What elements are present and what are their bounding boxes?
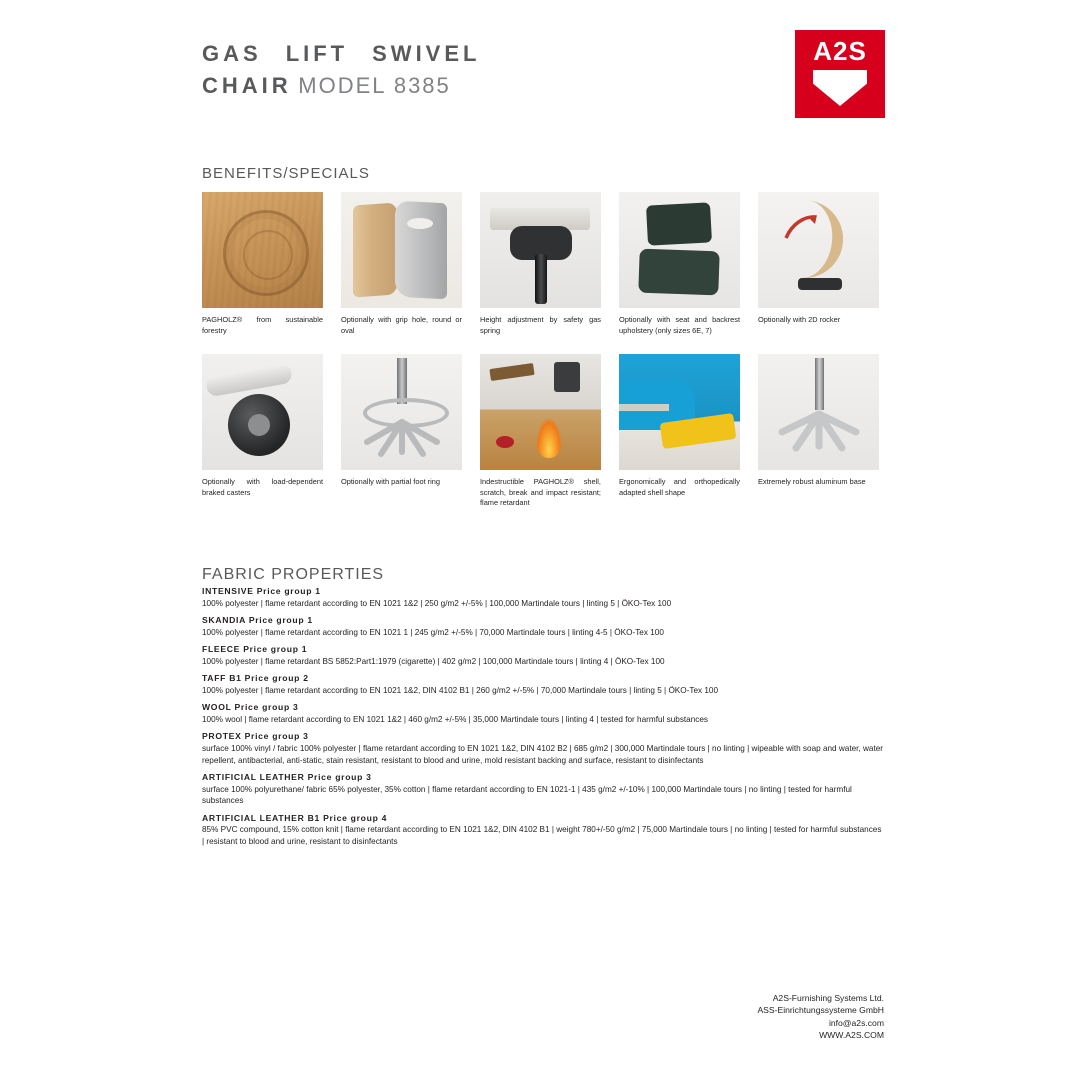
benefit-caption: Optionally with load-dependent braked casters bbox=[202, 477, 323, 497]
fabric-description: 100% polyester | flame retardant BS 5852:Part1:1979 (cigarette) | 402 g/m2 | 100,000 Martindale tours | linting 4 | ÖKO-Tex 100 bbox=[202, 656, 665, 666]
gas-spring-mechanism-image bbox=[480, 192, 601, 308]
title-word-lift: LIFT bbox=[285, 41, 349, 66]
benefit-caption: Extremely robust aluminum base bbox=[758, 477, 866, 486]
shield-icon bbox=[813, 70, 867, 106]
title-word-swivel: SWIVEL bbox=[372, 41, 481, 66]
fabric-description: 100% polyester | flame retardant according to EN 1021 1&2, DIN 4102 B1 | 260 g/m2 +/-5% | 70,000 Martindale tours | linting 5 | ÖKO-Tex 100 bbox=[202, 685, 719, 695]
aluminum-base-image bbox=[758, 354, 879, 470]
fabric-name: FLEECE Price group 1 bbox=[202, 644, 308, 655]
benefit-item bbox=[202, 354, 323, 509]
benefit-item bbox=[480, 192, 601, 336]
fabric-section-heading: FABRIC PROPERTIES bbox=[202, 566, 385, 583]
benefit-caption: Optionally with 2D rocker bbox=[758, 315, 841, 324]
footer-company-1: A2S-Furnishing Systems Ltd. bbox=[772, 992, 884, 1003]
benefit-item bbox=[202, 192, 323, 336]
fabric-description: surface 100% vinyl / fabric 100% polyester | flame retardant according to EN 1021 1&2, DIN 4102 B2 | 685 g/m2 | 300,000 Martindale tours | no linting | wipeable with soap and water, water repellent, antibacterial, anti-static, stain resistant, resistant to blood and urine, mold resistant backing and surface, resistant to disinfectants bbox=[202, 743, 884, 765]
footer-website[interactable]: WWW.A2S.COM bbox=[819, 1030, 884, 1041]
benefits-row-2 bbox=[202, 354, 882, 509]
logo-text: A2S bbox=[813, 36, 867, 66]
benefit-caption: Ergonomically and orthopedically adapted shell shape bbox=[619, 477, 740, 497]
grip-hole-shell-image bbox=[341, 192, 462, 308]
fabric-name: ARTIFICIAL LEATHER B1 Price group 4 bbox=[202, 812, 388, 823]
foot-ring-image bbox=[341, 354, 462, 470]
fabric-name: SKANDIA Price group 1 bbox=[202, 615, 313, 626]
fabric-name: INTENSIVE Price group 1 bbox=[202, 586, 321, 596]
footer-email[interactable]: info@a2s.com bbox=[828, 1017, 884, 1028]
rocker-arrow-icon bbox=[784, 214, 820, 240]
durability-test-image bbox=[480, 354, 601, 470]
benefits-section-heading: BENEFITS/SPECIALS bbox=[202, 165, 370, 182]
benefit-item bbox=[341, 192, 462, 336]
title-word-gas: GAS bbox=[202, 41, 262, 66]
benefit-item bbox=[341, 354, 462, 509]
ergonomic-shell-image bbox=[619, 354, 740, 470]
benefits-row-1 bbox=[202, 192, 882, 336]
fabric-description: 100% polyester | flame retardant according to EN 1021 1&2 | 250 g/m2 +/-5% | 100,000 Martindale tours | linting 5 | ÖKO-Tex 100 bbox=[202, 598, 672, 608]
benefit-caption: Optionally with grip hole, round or oval bbox=[341, 315, 462, 335]
benefit-item bbox=[619, 354, 740, 509]
benefit-caption: Optionally with partial foot ring bbox=[341, 477, 441, 486]
benefit-item bbox=[619, 192, 740, 336]
footer-company-2: ASS-Einrichtungssysteme GmbH bbox=[757, 1005, 884, 1016]
benefit-item bbox=[480, 354, 601, 509]
benefit-caption: Indestructible PAGHOLZ® shell, scratch, break and impact resistant; flame retardant bbox=[480, 477, 601, 507]
benefit-caption: Optionally with seat and backrest upholstery (only sizes 6E, 7) bbox=[619, 315, 740, 335]
fabric-name: WOOL Price group 3 bbox=[202, 702, 299, 713]
benefit-caption: Height adjustment by safety gas spring bbox=[480, 315, 601, 335]
aluminum-star-base-icon bbox=[774, 406, 864, 452]
fabric-name: TAFF B1 Price group 2 bbox=[202, 673, 309, 684]
fabric-description: 100% wool | flame retardant according to EN 1021 1&2 | 460 g/m2 +/-5% | 35,000 Martindale tours | linting 4 | tested for harmful substances bbox=[202, 714, 709, 724]
fabric-properties-list bbox=[202, 586, 884, 848]
fabric-description: 85% PVC compound, 15% cotton knit | flame retardant according to EN 1021 1&2, DIN 4102 B1 | weight 780+/-50 g/m2 | 75,000 Martindale tours | no linting | tested for harmful substances | resistant to blood and urine, resistant to disinfectants bbox=[202, 825, 882, 846]
fabric-name: ARTIFICIAL LEATHER Price group 3 bbox=[202, 772, 372, 783]
braked-caster-image bbox=[202, 354, 323, 470]
a2s-logo bbox=[795, 30, 885, 118]
page-footer bbox=[757, 992, 884, 1042]
title-word-chair: CHAIR bbox=[202, 73, 292, 98]
wood-stamp-image bbox=[202, 192, 323, 308]
upholstered-seat-image bbox=[619, 192, 740, 308]
fabric-name: PROTEX Price group 3 bbox=[202, 731, 309, 742]
benefit-item bbox=[758, 192, 879, 336]
2d-rocker-image bbox=[758, 192, 879, 308]
title-model: MODEL 8385 bbox=[298, 73, 451, 98]
benefits-grid bbox=[202, 192, 882, 509]
fabric-description: surface 100% polyurethane/ fabric 65% polyester, 35% cotton | flame retardant according to EN 1021-1 | 435 g/m2 +/-10% | 100,000 Martindale tours | no linting | tested for harmful substances bbox=[202, 784, 852, 806]
benefit-item bbox=[758, 354, 879, 509]
five-star-base-icon bbox=[357, 412, 447, 458]
benefit-caption: PAGHOLZ® from sustainable forestry bbox=[202, 315, 323, 335]
fabric-description: 100% polyester | flame retardant according to EN 1021 1 | 245 g/m2 +/-5% | 70,000 Martindale tours | linting 4-5 | ÖKO-Tex 100 bbox=[202, 627, 664, 637]
